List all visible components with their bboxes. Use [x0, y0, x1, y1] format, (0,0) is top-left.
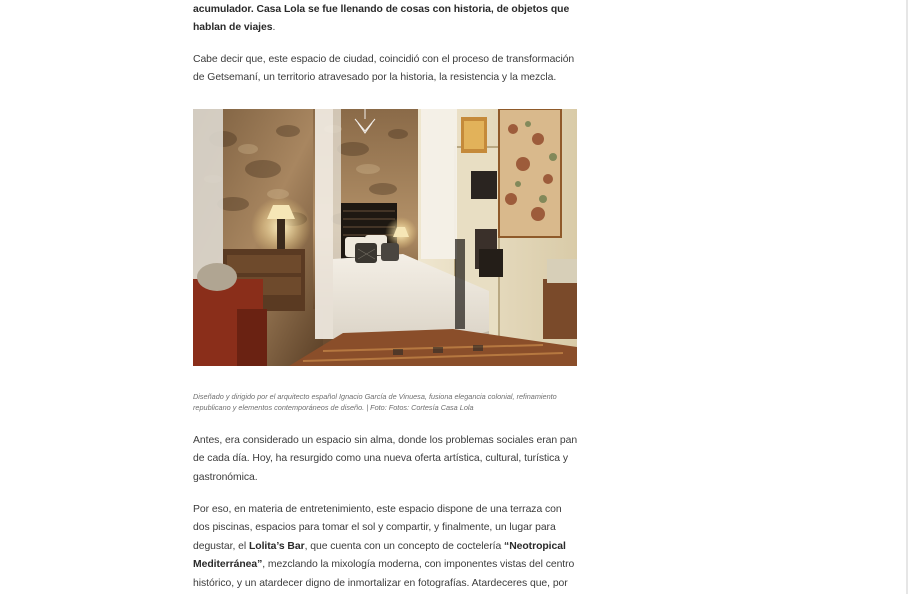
- intro-strong-text: acumulador. Casa Lola se fue llenando de cosas con historia, de objetos que hablan de viajes: [193, 4, 570, 34]
- paragraph-por-eso: [193, 501, 579, 593]
- por-eso-text-1: Por eso, en materia de entretenimiento, este espacio dispone de una terraza con dos piscinas, espacios para tomar el sol y compartir, y finalmente, un lugar para degustar, el: [193, 504, 562, 552]
- lolitas-bar-strong: Lolita’s Bar: [248, 540, 305, 552]
- paragraph-intro: [193, 1, 579, 38]
- paragraph-antes: Antes, era considerado un espacio sin alma, donde los problemas sociales eran pan de cada día. Hoy, ha resurgido como una nueva oferta artística, cultural, turística y gastronómica.: [193, 435, 578, 483]
- bedroom-illustration: [193, 109, 577, 366]
- neotropical-strong: “Neotropical Mediterránea”: [193, 540, 566, 571]
- intro-tail-text: .: [272, 22, 276, 34]
- paragraph-ciudad: Cabe decir que, este espacio de ciudad, coincidió con el proceso de transformación de Getsemaní, un territorio atravesado por la historia, la resistencia y la mezcla.: [193, 54, 575, 84]
- photo-caption: Diseñado y dirigido por el arquitecto español Ignacio García de Vinuesa, fusiona elegancia colonial, refinamiento republicano y elementos contemporáneos de diseño. | Foto: Fotos: Cortesía Casa Lola: [193, 392, 557, 412]
- article-photo-bedroom[interactable]: [193, 109, 577, 366]
- por-eso-text-2: , que cuenta con un concepto de coctelería: [304, 540, 505, 552]
- por-eso-text-3: , mezclando la mixología moderna, con imponentes vistas del centro histórico, y un atardecer digno de inmortalizar en fotografías. Atardeceres que, por: [193, 559, 575, 589]
